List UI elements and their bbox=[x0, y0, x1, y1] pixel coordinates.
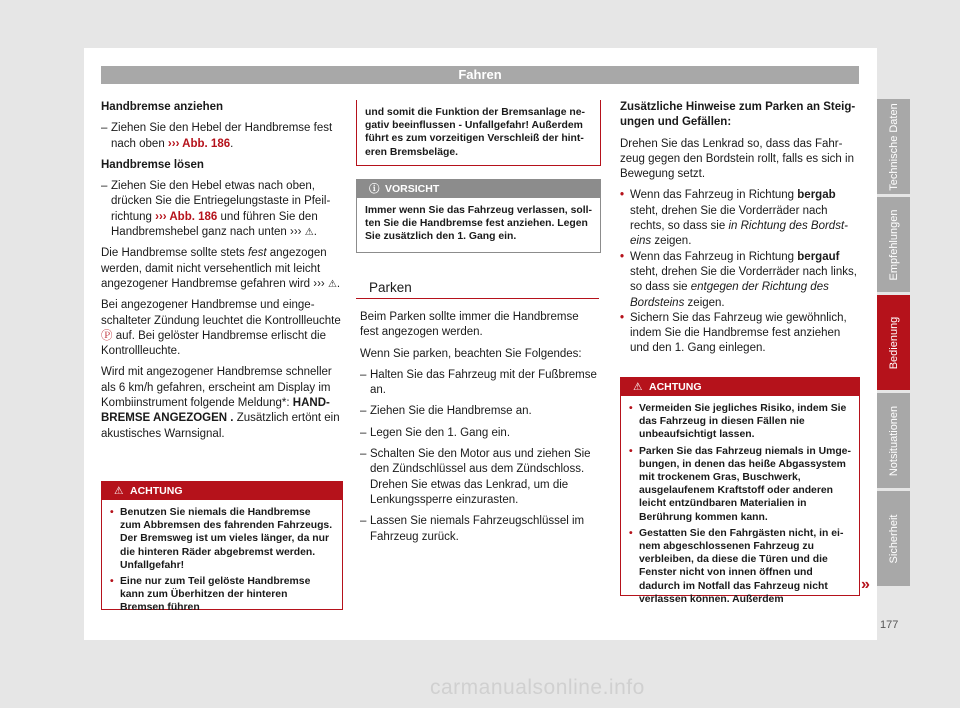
column-2 bbox=[360, 310, 600, 551]
heading-hinweise: Zusätzliche Hinweise zum Parken an Steigungen und Gefällen: bbox=[620, 101, 856, 129]
warning-item: • Eine nur zum Teil gelöste Handbremse kann zum Überhitzen der hinteren Bremsen führen bbox=[110, 575, 334, 615]
list-item: • Wenn das Fahrzeug in Richtung bergauf steht, drehen Sie die Vorderräder nach links, so dass sie entgegen der Richtung des Bordsteins zeigen. bbox=[620, 250, 858, 311]
heading-handbremse-loesen: Handbremse lösen bbox=[101, 158, 204, 171]
tab-notsituationen[interactable]: Notsituationen bbox=[877, 393, 910, 488]
tab-sicherheit[interactable]: Sicherheit bbox=[877, 491, 910, 586]
paragraph: Drehen Sie das Lenkrad so, dass das Fahrzeug gegen den Bordstein rollt, falls es sich in Bewegung setzt. bbox=[620, 137, 854, 181]
paragraph: Wird mit angezogener Handbremse schneller als 6 km/h gefahren, erscheint am Display im Kombiinstrument folgende Meldung*: HANDBREMSE ANGEZOGEN . Zusätzlich ertönt ein akustisches Warnsignal. bbox=[101, 366, 340, 440]
figure-link[interactable]: ››› Abb. 186 bbox=[167, 137, 231, 150]
step: – Ziehen Sie den Hebel der Handbremse fest nach oben ››› Abb. 186. bbox=[101, 121, 341, 152]
tab-technische-daten[interactable]: Technische Daten bbox=[877, 99, 910, 194]
heading-handbremse-anziehen: Handbremse anziehen bbox=[101, 101, 224, 113]
warning-item: • Vermeiden Sie jegliches Risiko, indem Sie das Fahrzeug in diesen Fällen nie unbeaufsichtigt lassen. bbox=[629, 402, 851, 442]
vorsicht-header: ⓘ VORSICHT bbox=[357, 180, 600, 198]
step: – Ziehen Sie die Handbremse an. bbox=[360, 404, 600, 419]
paragraph: Wenn Sie parken, beachten Sie Folgendes: bbox=[360, 347, 582, 360]
step: – Ziehen Sie den Hebel etwas nach oben, drücken Sie die Entriegelungstaste in Pfeilrichtung ››› Abb. 186 und führen Sie den Handbremshebel ganz nach unten ››› ⚠. bbox=[101, 179, 341, 240]
section-rule bbox=[356, 298, 599, 299]
brake-warning-lamp-icon: Ⓟ bbox=[101, 329, 113, 342]
paragraph: Beim Parken sollte immer die Handbremse fest angezogen werden. bbox=[360, 311, 579, 339]
achtung-header: ⚠ ACHTUNG bbox=[102, 482, 342, 500]
step: – Legen Sie den 1. Gang ein. bbox=[360, 426, 600, 441]
step: – Halten Sie das Fahrzeug mit der Fußbremse an. bbox=[360, 368, 600, 399]
warning-icon: ⚠ bbox=[114, 485, 124, 497]
column-3 bbox=[620, 100, 858, 363]
paragraph: Die Handbremse sollte stets fest angezogen werden, damit nicht versehentlich mit leicht angezogener Handbremse gefahren wird ››› ⚠. bbox=[101, 247, 341, 290]
paragraph: Bei angezogener Handbremse und eingeschalteter Zündung leuchtet die Kontrollleuchte Ⓟ auf. Bei gelöster Handbremse erlischt die Kontrollleuchte. bbox=[101, 299, 341, 358]
warning-item: • Benutzen Sie niemals die Handbremse zum Abbremsen des fahrenden Fahrzeugs. Der Bremsweg ist um vieles länger, da nur die hinteren Räder abgebremst werden. Unfallgefahr! bbox=[110, 506, 334, 572]
section-title-parken: Parken bbox=[369, 280, 412, 295]
warning-item: • Parken Sie das Fahrzeug niemals in Umgebungen, in denen das heiße Abgassystem mit trockenem Gras, Buschwerk, ausgelaufenem Kraftstoff oder anderen leicht entzündbaren Materialien in Berührung kommen kann. bbox=[629, 445, 851, 524]
list-item: • Wenn das Fahrzeug in Richtung bergab steht, drehen Sie die Vorderräder nach rechts, so dass sie in Richtung des Bordsteins zeigen. bbox=[620, 188, 858, 249]
watermark: carmanualsonline.info bbox=[430, 676, 645, 699]
achtung-box-1 bbox=[101, 481, 343, 614]
achtung-box-2 bbox=[620, 377, 860, 605]
page-header: Fahren bbox=[101, 66, 859, 84]
tab-bedienung[interactable]: Bedienung bbox=[877, 295, 910, 390]
step: – Lassen Sie niemals Fahrzeugschlüssel im Fahrzeug zurück. bbox=[360, 514, 600, 545]
warning-icon: ⚠ bbox=[633, 381, 643, 393]
info-circle-icon: ⓘ bbox=[369, 183, 380, 195]
warning-icon: ⚠ bbox=[304, 227, 314, 239]
figure-link[interactable]: ››› Abb. 186 bbox=[155, 210, 218, 223]
page-number: 177 bbox=[880, 619, 899, 631]
achtung-box-continued: und somit die Funktion der Bremsanlage negativ beeinflussen - Unfallgefahr! Außerdem führt es zum vorzeitigen Verschleiß der hinteren Bremsbeläge. bbox=[356, 100, 601, 166]
vorsicht-box: ⓘ VORSICHT Immer wenn Sie das Fahrzeug verlassen, sollten Sie die Handbremse fest anziehen. Legen Sie zusätzlich den 1. Gang ein. bbox=[356, 179, 601, 253]
tab-empfehlungen[interactable]: Empfehlungen bbox=[877, 197, 910, 292]
warning-icon: ⚠ bbox=[327, 278, 337, 290]
achtung-header: ⚠ ACHTUNG bbox=[621, 378, 859, 396]
warning-item: • Gestatten Sie den Fahrgästen nicht, in einem abgeschlossenen Fahrzeug zu verbleiben, da diese die Türen und die Fenster nicht von innen öffnen und dadurch im Notfall das Fahrzeug nicht verlassen können. Außerdem bbox=[629, 527, 851, 606]
step: – Schalten Sie den Motor aus und ziehen Sie den Zündschlüssel aus dem Zündschloss. Drehen Sie etwas das Lenkrad, um die Lenkungssperre einzurasten. bbox=[360, 447, 600, 508]
continue-arrow-icon: » bbox=[861, 576, 870, 593]
column-1 bbox=[101, 100, 341, 448]
list-item: • Sichern Sie das Fahrzeug wie gewöhnlich, indem Sie die Handbremse fest anziehen und den 1. Gang einlegen. bbox=[620, 311, 858, 357]
